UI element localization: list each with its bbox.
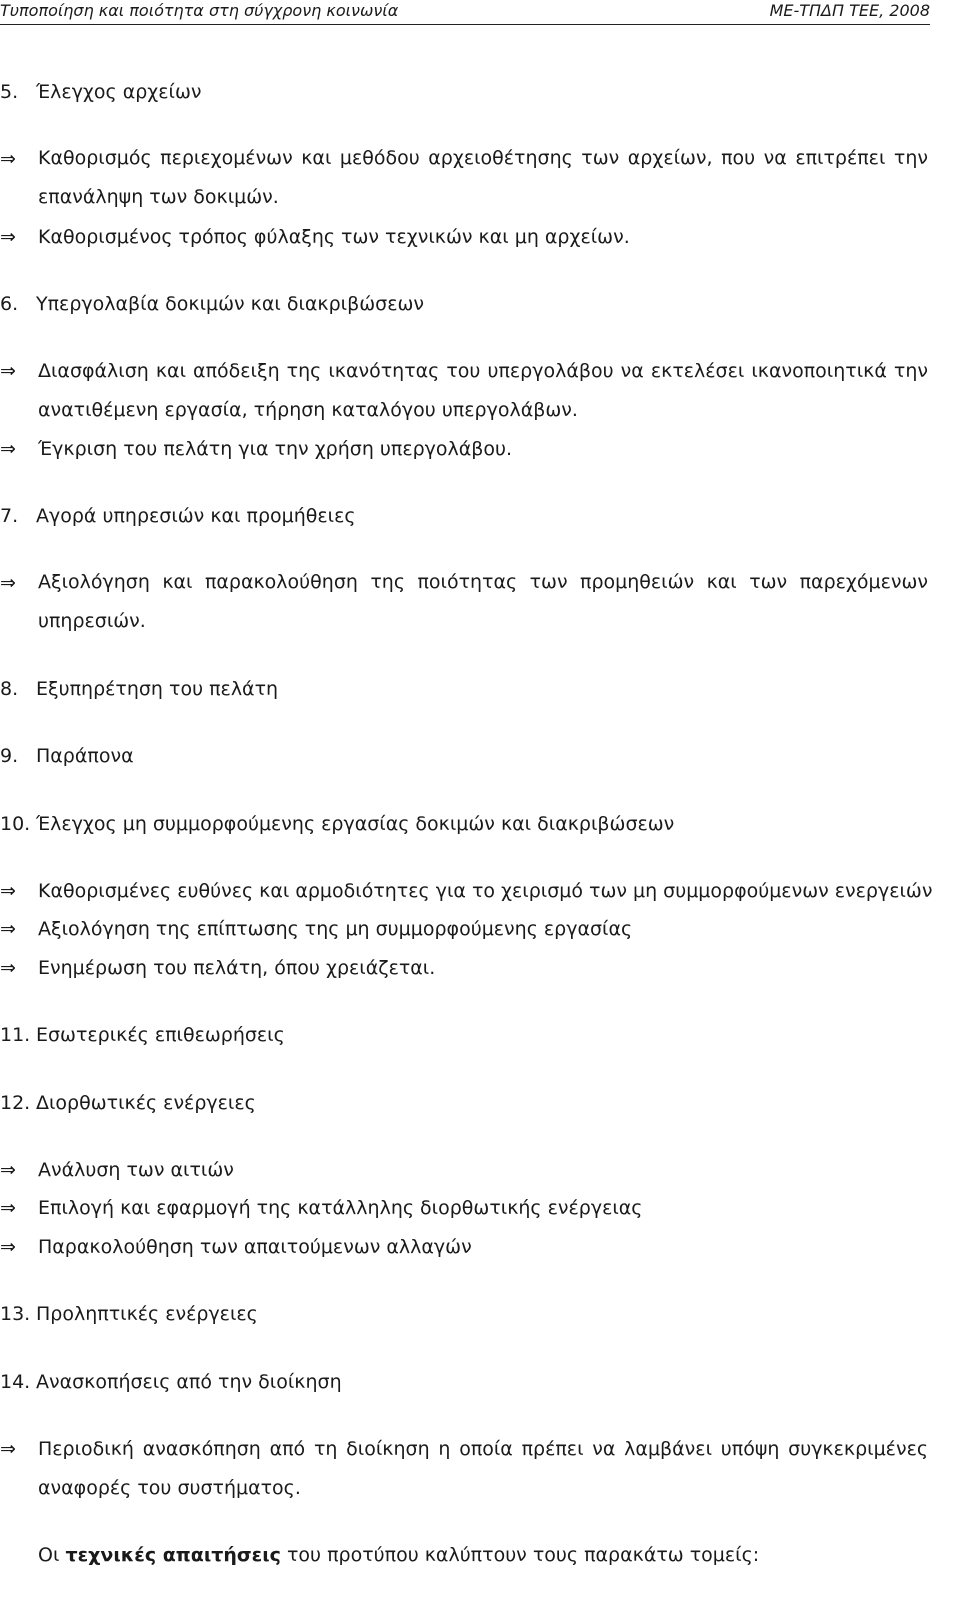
section-title: Έλεγχος μη συμμορφούμενης εργασίας δοκιμών και διακριβώσεων — [36, 813, 675, 835]
bullet-text: Ανάλυση των αιτιών — [38, 1159, 234, 1181]
section-title: Έλεγχος αρχείων — [36, 81, 202, 103]
section-heading — [0, 813, 674, 835]
section-number: 13. — [0, 1303, 31, 1325]
section-title: Εξυπηρέτηση του πελάτη — [36, 678, 279, 700]
section-number: 6. — [0, 293, 19, 315]
bullet-text: Παρακολούθηση των απαιτούμενων αλλαγών — [38, 1236, 472, 1258]
arrow-icon: ⇒ — [0, 1236, 16, 1258]
arrow-icon: ⇒ — [0, 226, 16, 248]
section-title: Εσωτερικές επιθεωρήσεις — [36, 1024, 285, 1046]
arrow-icon: ⇒ — [0, 1197, 16, 1219]
arrow-icon: ⇒ — [0, 572, 16, 594]
section-number: 7. — [0, 505, 19, 527]
section-heading — [0, 505, 356, 527]
bullet-text: Περιοδική ανασκόπηση από τη διοίκηση η οποία πρέπει να λαμβάνει υπόψη συγκεκριμένες αναφορές του συστήματος. — [38, 1438, 928, 1499]
section-heading — [0, 1371, 342, 1393]
arrow-icon: ⇒ — [0, 880, 16, 902]
section-heading — [0, 678, 278, 700]
header-title: Τυποποίηση και ποιότητα στη σύγχρονη κοινωνία — [0, 1, 399, 20]
arrow-icon: ⇒ — [0, 1438, 16, 1460]
arrow-icon: ⇒ — [0, 957, 16, 979]
bullet-text: Έγκριση του πελάτη για την χρήση υπεργολάβου. — [38, 438, 513, 460]
section-number: 10. — [0, 813, 31, 835]
section-heading — [0, 81, 202, 103]
bullet-text: Επιλογή και εφαρμογή της κατάλληλης διορθωτικής ενέργειας — [38, 1197, 643, 1219]
section-heading — [0, 293, 424, 315]
arrow-icon: ⇒ — [0, 148, 16, 170]
closing-text-end: του προτύπου καλύπτουν τους παρακάτω τομείς: — [280, 1544, 760, 1566]
bullet-text: Διασφάλιση και απόδειξη της ικανότητας του υπεργολάβου να εκτελέσει ικανοποιητικά την ανατιθέμενη εργασία, τήρηση καταλόγου υπεργολάβων. — [38, 360, 928, 421]
section-heading — [0, 1092, 256, 1114]
section-title: Παράπονα — [36, 745, 134, 767]
section-title: Ανασκοπήσεις από την διοίκηση — [36, 1371, 342, 1393]
section-title: Διορθωτικές ενέργειες — [36, 1092, 256, 1114]
page-header — [0, 0, 930, 25]
section-title: Αγορά υπηρεσιών και προμήθειες — [36, 505, 356, 527]
arrow-icon: ⇒ — [0, 1159, 16, 1181]
closing-text-bold: τεχνικές απαιτήσεις — [65, 1544, 281, 1566]
header-reference: ΜΕ-ΤΠΔΠ ΤΕΕ, 2008 — [769, 1, 930, 20]
bullet-text: Αξιολόγηση της επίπτωσης της μη συμμορφούμενης εργασίας — [38, 918, 633, 940]
section-title: Υπεργολαβία δοκιμών και διακριβώσεων — [36, 293, 424, 315]
section-number: 5. — [0, 81, 19, 103]
arrow-icon: ⇒ — [0, 360, 16, 382]
arrow-icon: ⇒ — [0, 438, 16, 460]
section-number: 12. — [0, 1092, 31, 1114]
section-number: 8. — [0, 678, 19, 700]
section-heading — [0, 1024, 285, 1046]
bullet-text: Αξιολόγηση και παρακολούθηση της ποιότητας των προμηθειών και των παρεχόμενων υπηρεσιών. — [38, 571, 928, 632]
bullet-text: Καθορισμένες ευθύνες και αρμοδιότητες για το χειρισμό των μη συμμορφούμενων ενεργειών — [38, 880, 933, 902]
section-heading — [0, 1303, 258, 1325]
section-title: Προληπτικές ενέργειες — [36, 1303, 258, 1325]
bullet-text: Καθορισμένος τρόπος φύλαξης των τεχνικών και μη αρχείων. — [38, 226, 630, 248]
section-number: 14. — [0, 1371, 31, 1393]
bullet-text: Καθορισμός περιεχομένων και μεθόδου αρχειοθέτησης των αρχείων, που να επιτρέπει την επανάληψη των δοκιμών. — [38, 147, 928, 208]
closing-text-start: Οι — [38, 1544, 66, 1566]
section-number: 9. — [0, 745, 19, 767]
section-heading — [0, 745, 134, 767]
bullet-text: Ενημέρωση του πελάτη, όπου χρειάζεται. — [38, 957, 436, 979]
arrow-icon: ⇒ — [0, 918, 16, 940]
section-number: 11. — [0, 1024, 31, 1046]
closing-sentence — [38, 1544, 759, 1566]
